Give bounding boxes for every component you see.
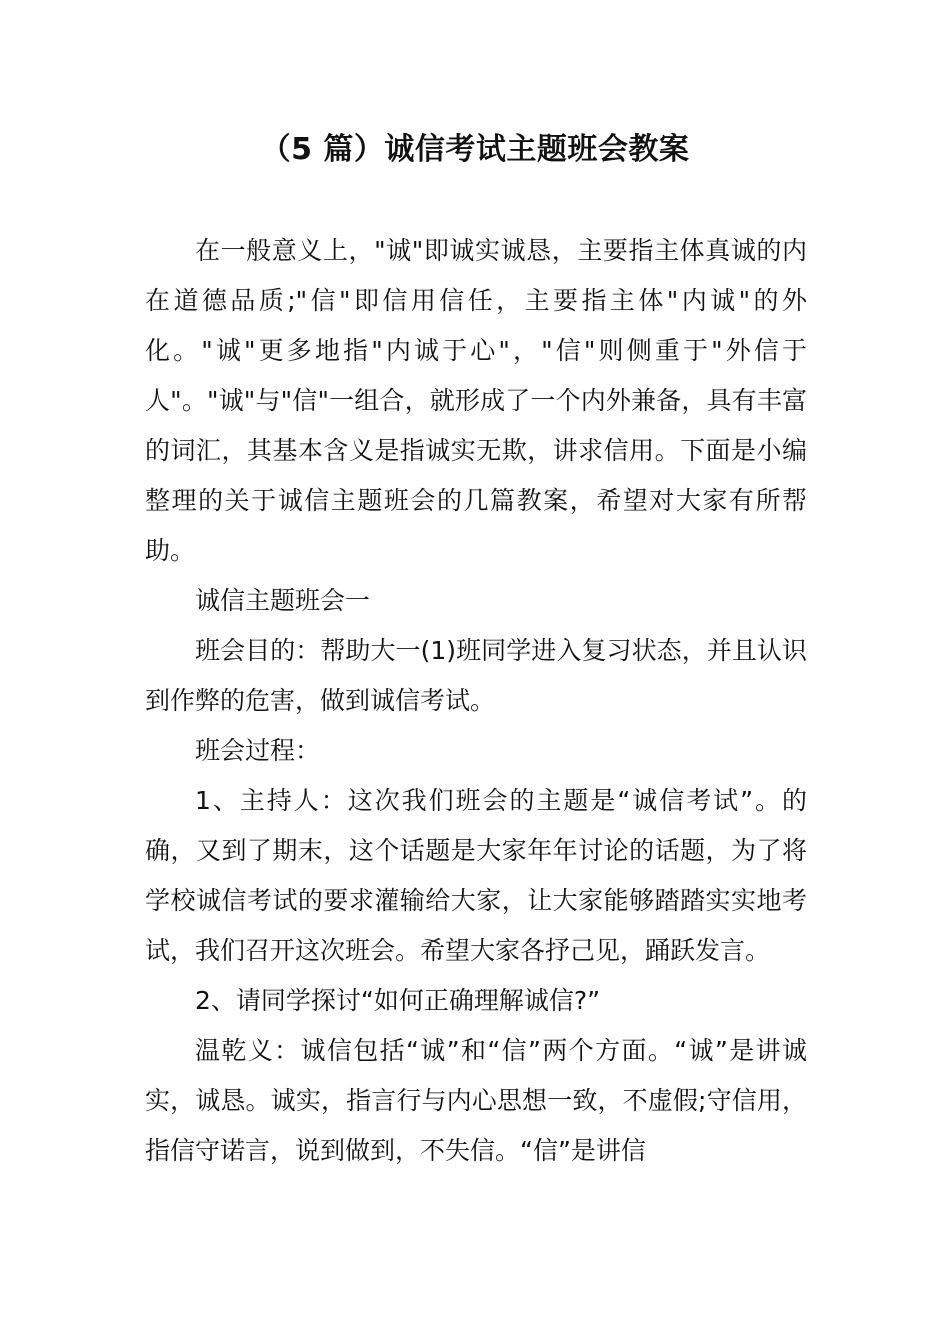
intro-paragraph: 在一般意义上，"诚"即诚实诚恳，主要指主体真诚的内在道德品质;"信"即信用信任，主要指主体"内诚"的外化。"诚"更多地指"内诚于心"，"信"则侧重于"外信于人"。"诚"与"信"一组合，就形成了一个内外兼备，具有丰富的词汇，其基本含义是指诚实无欺，讲求信用。下面是小编整理的关于诚信主题班会的几篇教案，希望对大家有所帮助。: [145, 236, 807, 565]
host-paragraph: 1、主持人：这次我们班会的主题是“诚信考试”。的确，又到了期末，这个话题是大家年年讨论的话题，为了将学校诚信考试的要求灌输给大家，让大家能够踏踏实实地考试，我们召开这次班会。希望大家各抒己见，踊跃发言。: [145, 786, 807, 965]
document-body: [145, 226, 807, 1176]
speaker-paragraph: 温乾义：诚信包括“诚”和“信”两个方面。“诚”是讲诚实，诚恳。诚实，指言行与内心思想一致，不虚假;守信用，指信守诺言，说到做到，不失信。“信”是讲信: [145, 1036, 807, 1165]
discussion-question-paragraph: 2、请同学探讨“如何正确理解诚信?”: [195, 986, 601, 1015]
meeting-purpose-paragraph: 班会目的：帮助大一(1)班同学进入复习状态，并且认识到作弊的危害，做到诚信考试。: [145, 636, 807, 715]
meeting-process-heading: 班会过程：: [195, 736, 321, 765]
document-title: （5 篇）诚信考试主题班会教案: [260, 132, 690, 167]
section-heading: 诚信主题班会一: [195, 586, 371, 615]
